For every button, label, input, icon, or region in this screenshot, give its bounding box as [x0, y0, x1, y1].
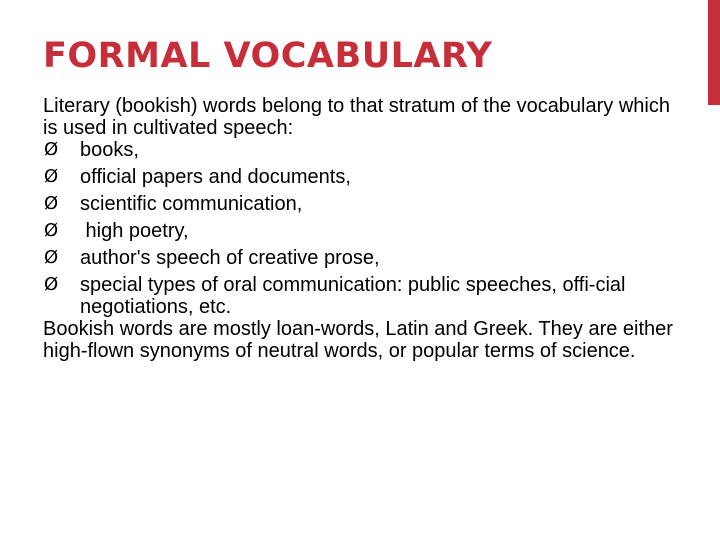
bullet-text: official papers and documents, [80, 166, 351, 188]
list-item [43, 274, 683, 318]
list-item [43, 139, 683, 161]
bullet-text: special types of oral communication: public speeches, offi-cial negotiations, etc. [80, 274, 626, 318]
bullet-text: high poetry, [80, 220, 189, 242]
intro-paragraph: Literary (bookish) words belong to that stratum of the vocabulary which is used in cultivated speech: [43, 95, 670, 139]
arrow-bullet-icon: Ø [44, 247, 59, 268]
bullet-text: author's speech of creative prose, [80, 247, 380, 269]
list-item [43, 166, 683, 188]
arrow-bullet-icon: Ø [44, 166, 59, 187]
arrow-bullet-icon: Ø [44, 139, 59, 160]
bullet-list [43, 139, 683, 318]
arrow-bullet-icon: Ø [44, 274, 59, 295]
arrow-bullet-icon: Ø [44, 220, 59, 241]
bullet-text: books, [80, 139, 139, 161]
list-item [43, 220, 683, 242]
list-item [43, 193, 683, 215]
slide-title: FORMAL VOCABULARY [43, 36, 493, 76]
conclusion-paragraph: Bookish words are mostly loan-words, Latin and Greek. They are either high-flown synonyms of neutral words, or popular terms of science. [43, 318, 673, 362]
slide-body [43, 95, 683, 362]
bullet-text: scientific communication, [80, 193, 303, 215]
list-item [43, 247, 683, 269]
accent-bar [708, 0, 720, 105]
arrow-bullet-icon: Ø [44, 193, 59, 214]
